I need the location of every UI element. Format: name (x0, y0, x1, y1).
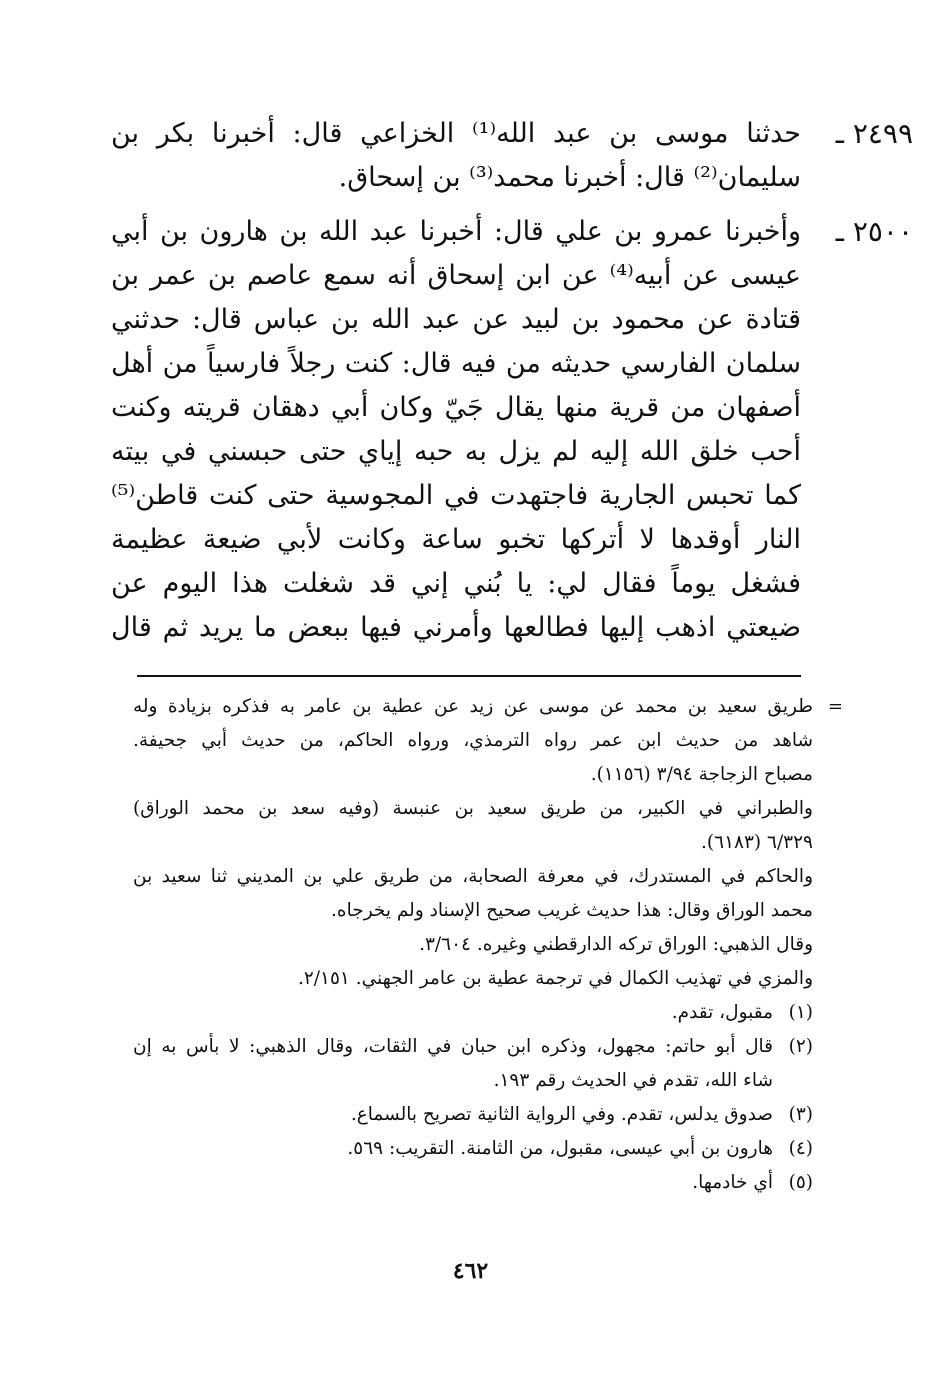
footnote-1 (133, 996, 813, 1030)
footnote-3 (133, 1098, 813, 1132)
footnote-line: صدوق يدلس، تقدم. وفي الرواية الثانية تصريح بالسماع. (350, 1104, 773, 1125)
footnote-number: (٢) (788, 1036, 813, 1057)
footnote-line: طريق سعيد بن محمد عن موسى عن زيد عن عطية بن عامر به فذكره بزيادة وله (133, 696, 813, 717)
footnote-line: مقبول، تقدم. (671, 1002, 773, 1023)
footnote-line: مصباح الزجاجة ٣/٩٤ (١١٥٦). (590, 764, 813, 785)
footnote-line: شاهد من حديث ابن عمر رواه الترمذي، ورواه الحاكم، من حديث أبي جحيفة. (133, 730, 813, 751)
page-number: ٤٦٢ (452, 1258, 489, 1284)
hadith-line: فشغل يوماً فقال لي: يا بُني إني قد شغلت هذا اليوم عن (111, 568, 801, 599)
footnote-separator (137, 675, 801, 677)
footnote-line: محمد الوراق وقال: هذا حديث غريب صحيح الإسناد ولم يخرجاه. (331, 900, 813, 921)
footnote-continued (133, 792, 813, 860)
footnote-line: أي خادمها. (692, 1172, 773, 1193)
hadith-line: قتادة عن محمود بن لبيد عن عبد الله بن عباس قال: حدثني (111, 304, 801, 335)
footnote-line: وقال الذهبي: الوراق تركه الدارقطني وغيره. ٣/٦٠٤. (419, 934, 813, 955)
footnote-line: والطبراني في الكبير، من طريق سعيد بن عنبسة (وفيه سعد بن محمد الوراق) (133, 798, 813, 819)
footnote-4 (133, 1132, 813, 1166)
footnote-2 (133, 1030, 813, 1098)
hadith-number: ٢٥٠٠ ـ (835, 215, 913, 248)
footnote-line: والحاكم في المستدرك، في معرفة الصحابة، من طريق علي بن المديني ثنا سعيد بن (133, 866, 813, 887)
hadith-line: أصفهان من قرية منها يقال جَيّ وكان أبي دهقان قريته وكنت (111, 392, 801, 423)
hadith-line: عيسى عن أبيه⁽⁴⁾ عن ابن إسحاق أنه سمع عاصم بن عمر بن (111, 260, 801, 291)
footnote-5 (133, 1166, 813, 1200)
hadith-line: سلمان الفارسي حديثه من فيه قال: كنت رجلاً فارسياً من أهل (111, 348, 801, 379)
hadith-line: أحب خلق الله إليه لم يزل به حبه إياي حتى حبسني في بيته (111, 436, 801, 467)
hadith-line: وأخبرنا عمرو بن علي قال: أخبرنا عبد الله بن هارون بن أبي (111, 216, 801, 247)
hadith-number: ٢٤٩٩ ـ (835, 117, 913, 150)
footnotes (133, 690, 843, 1200)
footnote-number: (٤) (788, 1138, 813, 1159)
footnote-number: (٥) (788, 1172, 813, 1193)
footnote-number: (١) (788, 1002, 813, 1023)
footnote-continued (133, 860, 813, 928)
footnote-continued (133, 690, 843, 792)
footnote-number: (٣) (788, 1104, 813, 1125)
hadith-line: ضيعتي اذهب إليها فطالعها وأمرني فيها ببعض ما يريد ثم قال (111, 612, 801, 643)
hadith-line: النار أوقدها لا أتركها تخبو ساعة وكانت لأبي ضيعة عظيمة (111, 524, 801, 555)
hadith-line: حدثنا موسى بن عبد الله⁽¹⁾ الخزاعي قال: أخبرنا بكر بن (111, 118, 801, 149)
footnote-continued (133, 928, 813, 962)
hadith-2500 (111, 210, 913, 650)
footnote-line: ٦/٣٢٩ (٦١٨٣). (701, 832, 813, 853)
footnote-line: هارون بن أبي عيسى، مقبول، من الثامنة. التقريب: ٥٦٩. (347, 1138, 773, 1159)
footnote-line: والمزي في تهذيب الكمال في ترجمة عطية بن عامر الجهني. ٢/١٥١. (297, 968, 813, 989)
hadith-line: كما تحبس الجارية فاجتهدت في المجوسية حتى كنت قاطن⁽⁵⁾ (111, 480, 801, 511)
footnote-line: شاء الله، تقدم في الحديث رقم ١٩٣. (493, 1070, 773, 1091)
hadith-line: سليمان⁽²⁾ قال: أخبرنا محمد⁽³⁾ بن إسحاق. (338, 162, 801, 193)
continuation-mark: = (827, 696, 843, 717)
footnote-continued (133, 962, 813, 996)
hadith-2499 (111, 112, 913, 200)
footnote-line: قال أبو حاتم: مجهول، وذكره ابن حبان في الثقات، وقال الذهبي: لا بأس به إن (133, 1036, 773, 1057)
